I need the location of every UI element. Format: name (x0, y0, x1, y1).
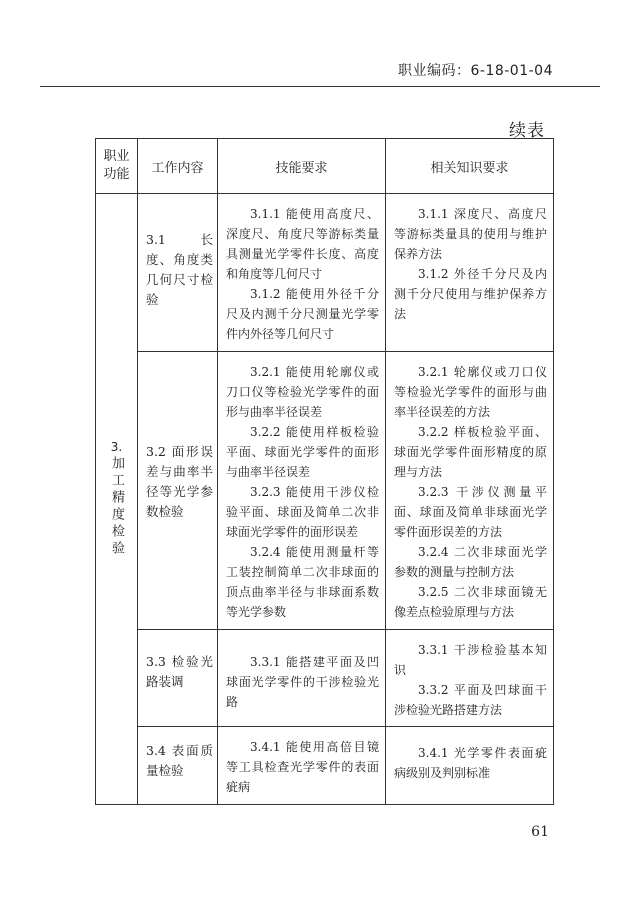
knowledge-item: 3.3.1 干涉检验基本知识 (394, 643, 547, 677)
function-number: 3. (110, 439, 123, 454)
continued-table-label: 续表 (509, 121, 545, 141)
table-row (96, 727, 554, 805)
table-row (96, 630, 554, 727)
function-cell (96, 194, 138, 805)
knowledge-cell (386, 727, 554, 805)
knowledge-cell (386, 352, 554, 630)
knowledge-item: 3.2.2 样板检验平面、球面光学零件面形精度的原理与方法 (394, 425, 547, 479)
skill-item: 3.2.3 能使用干涉仪检验平面、球面及简单二次非球面光学零件的面形误差 (226, 485, 379, 539)
function-name: 加工精度检验 (109, 455, 124, 558)
work-content-cell: 3.1 长度、角度类几何尺寸检验 (138, 194, 218, 352)
page-number: 61 (531, 824, 549, 840)
knowledge-item: 3.1.1 深度尺、高度尺等游标类量具的使用与维护保养方法 (394, 207, 547, 261)
work-content-cell: 3.3 检验光路装调 (138, 630, 218, 727)
knowledge-cell (386, 630, 554, 727)
skill-cell (218, 630, 386, 727)
knowledge-item: 3.3.2 平面及凹球面干涉检验光路搭建方法 (394, 683, 547, 717)
skill-item: 3.2.4 能使用测量杆等工装控制简单二次非球面的顶点曲率半径与非球面系数等光学参数 (226, 545, 379, 619)
header-knowledge-requirements: 相关知识要求 (386, 139, 554, 194)
skill-item: 3.1.1 能使用高度尺、深度尺、角度尺等游标类量具测量光学零件长度、高度和角度等几何尺寸 (226, 207, 379, 281)
skill-item: 3.1.2 能使用外径千分尺及内测千分尺测量光学零件内外径等几何尺寸 (226, 287, 379, 341)
knowledge-item: 3.4.1 光学零件表面疵病级别及判别标准 (394, 746, 547, 780)
work-content-cell: 3.2 面形误差与曲率半径等光学参数检验 (138, 352, 218, 630)
occupation-code: 职业编码：6-18-01-04 (397, 63, 553, 79)
skill-cell (218, 194, 386, 352)
skill-cell (218, 352, 386, 630)
skill-item: 3.2.2 能使用样板检验平面、球面光学零件的面形与曲率半径误差 (226, 425, 379, 479)
knowledge-item: 3.2.4 二次非球面光学参数的测量与控制方法 (394, 545, 547, 579)
table-row (96, 352, 554, 630)
knowledge-cell (386, 194, 554, 352)
header-work-content: 工作内容 (138, 139, 218, 194)
table-header-row (96, 139, 554, 194)
knowledge-item: 3.2.1 轮廓仪或刀口仪等检验光学零件的面形与曲率半径误差的方法 (394, 365, 547, 419)
skill-requirements-table (95, 138, 554, 805)
knowledge-item: 3.2.5 二次非球面镜无像差点检验原理与方法 (394, 585, 547, 619)
header-function: 职业功能 (96, 139, 138, 194)
header-skill-requirements: 技能要求 (218, 139, 386, 194)
skill-item: 3.2.1 能使用轮廓仪或刀口仪等检验光学零件的面形与曲率半径误差 (226, 365, 379, 419)
table-row (96, 194, 554, 352)
header-divider (40, 86, 600, 87)
skill-item: 3.4.1 能使用高倍目镜等工具检查光学零件的表面疵病 (226, 740, 379, 794)
work-content-cell: 3.4 表面质量检验 (138, 727, 218, 805)
skill-item: 3.3.1 能搭建平面及凹球面光学零件的干涉检验光路 (226, 655, 379, 709)
knowledge-item: 3.2.3 干涉仪测量平面、球面及简单非球面光学零件面形误差的方法 (394, 485, 547, 539)
knowledge-item: 3.1.2 外径千分尺及内测千分尺使用与维护保养方法 (394, 267, 547, 321)
skill-cell (218, 727, 386, 805)
